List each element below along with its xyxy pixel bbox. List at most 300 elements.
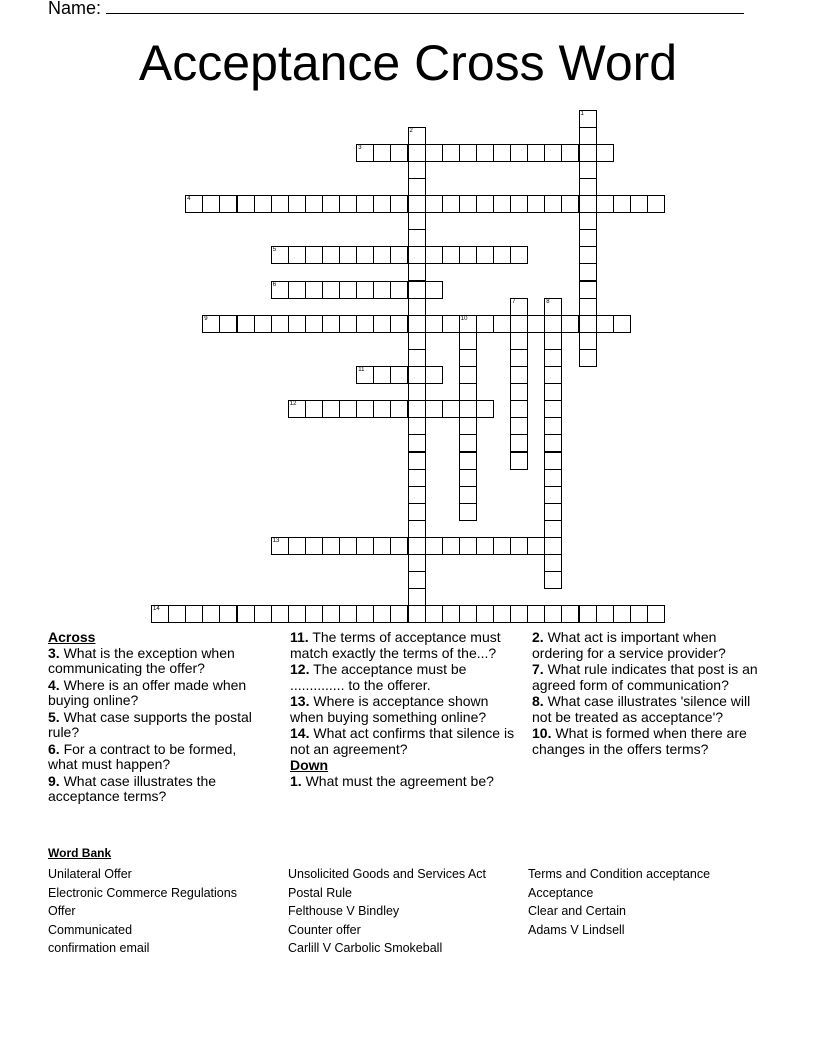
word-bank-title: Word Bank [48, 846, 112, 860]
clue-number: 3. [48, 644, 60, 661]
grid-cell[interactable] [185, 195, 203, 213]
clues-column-3 [532, 630, 760, 758]
grid-cell[interactable] [288, 400, 306, 418]
grid-cell[interactable] [527, 537, 545, 555]
clue-text: What case supports the postal rule? [48, 708, 252, 740]
clue-number: 1. [290, 772, 302, 789]
word-bank-item: confirmation email [48, 941, 150, 956]
grid-cell[interactable] [408, 178, 426, 196]
grid-cell[interactable] [544, 554, 562, 572]
clue-number: 14. [290, 725, 310, 741]
grid-cell[interactable] [408, 605, 426, 623]
clue [532, 630, 760, 661]
clue-number: 5. [48, 708, 60, 725]
grid-cell[interactable] [476, 400, 494, 418]
grid-cell[interactable] [647, 195, 665, 213]
grid-cell[interactable] [356, 144, 374, 162]
grid-cell[interactable] [288, 537, 306, 555]
grid-cell[interactable] [442, 537, 460, 555]
grid-cell[interactable] [408, 434, 426, 452]
clue-text: What is formed when there are changes in the offers terms? [532, 725, 747, 757]
grid-cell[interactable] [442, 400, 460, 418]
grid-cell[interactable] [425, 246, 443, 264]
grid-cell[interactable] [493, 537, 511, 555]
grid-cell[interactable] [390, 537, 408, 555]
grid-cell[interactable] [288, 315, 306, 333]
grid-cell[interactable] [544, 417, 562, 435]
grid-cell[interactable] [408, 161, 426, 179]
grid-cell[interactable] [408, 588, 426, 606]
grid-cell[interactable] [237, 605, 255, 623]
grid-cell[interactable] [202, 195, 220, 213]
clue [48, 774, 266, 805]
cell-number: 3 [358, 144, 362, 151]
grid-cell[interactable] [408, 383, 426, 401]
grid-cell[interactable] [408, 298, 426, 316]
clues-column-1 [48, 630, 266, 806]
grid-cell[interactable] [373, 366, 391, 384]
grid-cell[interactable] [339, 605, 357, 623]
grid-cell[interactable] [408, 537, 426, 555]
grid-cell[interactable] [459, 383, 477, 401]
grid-cell[interactable] [613, 315, 631, 333]
clue-text: What act confirms that silence is not an agreement? [290, 725, 515, 757]
word-bank-item: Clear and Certain [528, 904, 626, 919]
cell-number: 12 [289, 401, 297, 408]
cell-number: 14 [153, 606, 160, 613]
grid-cell[interactable] [339, 195, 357, 213]
grid-cell[interactable] [459, 452, 477, 470]
grid-cell[interactable] [408, 417, 426, 435]
grid-cell[interactable] [579, 161, 597, 179]
grid-cell[interactable] [647, 605, 665, 623]
grid-cell[interactable] [510, 452, 528, 470]
grid-cell[interactable] [288, 605, 306, 623]
word-bank-item: Postal Rule [288, 885, 352, 900]
grid-cell[interactable] [356, 315, 374, 333]
clue-text: Where is acceptance shown when buying something online? [290, 693, 489, 725]
grid-cell[interactable] [322, 605, 340, 623]
clue-text: What case illustrates the acceptance terms? [48, 772, 217, 804]
grid-cell[interactable] [527, 315, 545, 333]
grid-cell[interactable] [288, 195, 306, 213]
grid-cell[interactable] [425, 400, 443, 418]
grid-cell[interactable] [544, 349, 562, 367]
grid-cell[interactable] [561, 605, 579, 623]
grid-cell[interactable] [237, 315, 255, 333]
grid-cell[interactable] [510, 298, 528, 316]
grid-cell[interactable] [271, 537, 289, 555]
clue-number: 7. [532, 661, 544, 677]
grid-cell[interactable] [305, 400, 323, 418]
grid-cell[interactable] [390, 144, 408, 162]
clue-text: What act is important when ordering for a service provider? [532, 629, 726, 661]
grid-cell[interactable] [459, 195, 477, 213]
grid-cell[interactable] [493, 246, 511, 264]
grid-cell[interactable] [408, 366, 426, 384]
cell-number: 2 [409, 127, 413, 134]
grid-cell[interactable] [408, 520, 426, 538]
cell-number: 4 [187, 196, 191, 202]
grid-cell[interactable] [305, 537, 323, 555]
grid-cell[interactable] [237, 195, 255, 213]
grid-cell[interactable] [493, 195, 511, 213]
grid-cell[interactable] [459, 469, 477, 487]
grid-cell[interactable] [561, 144, 579, 162]
clue [290, 630, 516, 661]
clue-number: 11. [290, 629, 309, 645]
grid-cell[interactable] [322, 537, 340, 555]
grid-cell[interactable] [579, 178, 597, 196]
grid-cell[interactable] [459, 315, 477, 333]
grid-cell[interactable] [544, 537, 562, 555]
clue-number: 2. [532, 629, 544, 645]
cell-number: 9 [204, 315, 208, 322]
grid-cell[interactable] [493, 144, 511, 162]
grid-cell[interactable] [510, 537, 528, 555]
grid-cell[interactable] [425, 195, 443, 213]
grid-cell[interactable] [476, 537, 494, 555]
grid-cell[interactable] [390, 315, 408, 333]
grid-cell[interactable] [305, 281, 323, 299]
word-bank-column-3 [528, 865, 710, 939]
grid-cell[interactable] [288, 281, 306, 299]
clue-text: The acceptance must be .............. to the offerer. [290, 661, 467, 693]
grid-cell[interactable] [613, 605, 631, 623]
grid-cell[interactable] [373, 195, 391, 213]
grid-cell[interactable] [425, 537, 443, 555]
clue [290, 694, 516, 725]
grid-cell[interactable] [459, 144, 477, 162]
grid-cell[interactable] [459, 400, 477, 418]
grid-cell[interactable] [561, 195, 579, 213]
grid-cell[interactable] [442, 195, 460, 213]
grid-cell[interactable] [579, 315, 597, 333]
grid-cell[interactable] [425, 144, 443, 162]
clue [290, 662, 516, 693]
grid-cell[interactable] [356, 400, 374, 418]
grid-cell[interactable] [510, 383, 528, 401]
word-bank-item: Communicated [48, 922, 133, 937]
grid-cell[interactable] [390, 195, 408, 213]
clue [48, 742, 266, 773]
grid-cell[interactable] [544, 469, 562, 487]
grid-cell[interactable] [579, 110, 597, 128]
clue-text: What is the exception when communicating the offer? [48, 644, 235, 676]
grid-cell[interactable] [322, 400, 340, 418]
grid-cell[interactable] [408, 127, 426, 145]
grid-cell[interactable] [544, 332, 562, 350]
word-bank-item: Unilateral Offer [48, 867, 132, 881]
cell-number: 8 [546, 298, 550, 305]
grid-cell[interactable] [579, 332, 597, 350]
grid-cell[interactable] [356, 195, 374, 213]
grid-cell[interactable] [202, 605, 220, 623]
grid-cell[interactable] [373, 605, 391, 623]
word-bank-item: Felthouse V Bindley [288, 904, 400, 919]
grid-cell[interactable] [373, 537, 391, 555]
grid-cell[interactable] [408, 486, 426, 504]
grid-cell[interactable] [544, 315, 562, 333]
word-bank-item: Electronic Commerce Regulations [48, 885, 237, 900]
cell-number: 1 [580, 110, 584, 117]
grid-cell[interactable] [579, 298, 597, 316]
grid-cell[interactable] [459, 349, 477, 367]
grid-cell[interactable] [544, 452, 562, 470]
grid-cell[interactable] [356, 281, 374, 299]
grid-cell[interactable] [356, 246, 374, 264]
grid-cell[interactable] [408, 554, 426, 572]
grid-cell[interactable] [373, 281, 391, 299]
grid-cell[interactable] [613, 195, 631, 213]
grid-cell[interactable] [305, 315, 323, 333]
grid-cell[interactable] [544, 486, 562, 504]
grid-cell[interactable] [408, 195, 426, 213]
grid-cell[interactable] [356, 605, 374, 623]
grid-cell[interactable] [544, 298, 562, 316]
grid-cell[interactable] [476, 605, 494, 623]
page-title: Acceptance Cross Word [138, 35, 678, 91]
grid-cell[interactable] [271, 605, 289, 623]
grid-cell[interactable] [322, 246, 340, 264]
grid-cell[interactable] [408, 229, 426, 247]
grid-cell[interactable] [373, 144, 391, 162]
grid-cell[interactable] [476, 246, 494, 264]
grid-cell[interactable] [579, 127, 597, 145]
clue-text: What case illustrates 'silence will not be treated as acceptance'? [532, 693, 751, 725]
grid-cell[interactable] [390, 605, 408, 623]
grid-cell[interactable] [408, 246, 426, 264]
grid-cell[interactable] [408, 281, 426, 299]
grid-cell[interactable] [408, 349, 426, 367]
grid-cell[interactable] [527, 605, 545, 623]
grid-cell[interactable] [544, 571, 562, 589]
clue-text: What rule indicates that post is an agreed form of communication? [532, 661, 758, 693]
grid-cell[interactable] [596, 315, 614, 333]
grid-cell[interactable] [408, 332, 426, 350]
grid-cell[interactable] [630, 195, 648, 213]
grid-cell[interactable] [510, 417, 528, 435]
clue [290, 726, 516, 757]
grid-cell[interactable] [493, 315, 511, 333]
grid-cell[interactable] [254, 315, 272, 333]
grid-cell[interactable] [271, 195, 289, 213]
grid-cell[interactable] [254, 605, 272, 623]
grid-cell[interactable] [579, 281, 597, 299]
grid-cell[interactable] [356, 537, 374, 555]
grid-cell[interactable] [510, 144, 528, 162]
grid-cell[interactable] [202, 315, 220, 333]
grid-cell[interactable] [476, 315, 494, 333]
grid-cell[interactable] [544, 503, 562, 521]
name-label: Name: [48, 0, 102, 18]
clue [48, 646, 266, 677]
clue-text: The terms of acceptance must match exactly the terms of the...? [290, 629, 501, 661]
clues-column-2 [290, 630, 516, 790]
grid-cell[interactable] [579, 349, 597, 367]
grid-cell[interactable] [390, 281, 408, 299]
clue [48, 678, 266, 709]
grid-cell[interactable] [510, 400, 528, 418]
grid-cell[interactable] [390, 400, 408, 418]
word-bank-column-2 [288, 865, 486, 958]
grid-cell[interactable] [459, 366, 477, 384]
grid-cell[interactable] [339, 537, 357, 555]
word-bank-item: Carlill V Carbolic Smokeball [288, 941, 443, 956]
clue-number: 4. [48, 676, 60, 693]
grid-cell[interactable] [579, 229, 597, 247]
grid-cell[interactable] [442, 605, 460, 623]
word-bank-column-1 [48, 865, 237, 958]
grid-cell[interactable] [390, 366, 408, 384]
grid-cell[interactable] [510, 366, 528, 384]
grid-cell[interactable] [322, 315, 340, 333]
grid-cell[interactable] [459, 486, 477, 504]
clue-number: 9. [48, 772, 60, 789]
grid-cell[interactable] [168, 605, 186, 623]
down-header: Down [290, 757, 329, 773]
grid-cell[interactable] [185, 605, 203, 623]
grid-cell[interactable] [579, 212, 597, 230]
clue [532, 694, 760, 725]
grid-cell[interactable] [459, 537, 477, 555]
word-bank-item: Unsolicited Goods and Services Act [288, 867, 487, 881]
grid-cell[interactable] [579, 263, 597, 281]
grid-cell[interactable] [544, 366, 562, 384]
grid-cell[interactable] [476, 144, 494, 162]
grid-cell[interactable] [459, 246, 477, 264]
grid-cell[interactable] [425, 366, 443, 384]
grid-cell[interactable] [476, 195, 494, 213]
grid-cell[interactable] [510, 332, 528, 350]
grid-cell[interactable] [425, 605, 443, 623]
word-bank-item: Counter offer [288, 922, 361, 937]
grid-cell[interactable] [322, 281, 340, 299]
clue-number: 10. [532, 725, 552, 741]
grid-cell[interactable] [151, 605, 169, 623]
clue [48, 710, 266, 741]
grid-cell[interactable] [339, 246, 357, 264]
grid-cell[interactable] [544, 383, 562, 401]
grid-cell[interactable] [339, 281, 357, 299]
grid-cell[interactable] [544, 605, 562, 623]
grid-cell[interactable] [442, 315, 460, 333]
grid-cell[interactable] [425, 315, 443, 333]
grid-cell[interactable] [544, 400, 562, 418]
grid-cell[interactable] [408, 503, 426, 521]
grid-cell[interactable] [493, 605, 511, 623]
grid-cell[interactable] [408, 144, 426, 162]
grid-cell[interactable] [305, 605, 323, 623]
grid-cell[interactable] [596, 605, 614, 623]
grid-cell[interactable] [510, 349, 528, 367]
grid-cell[interactable] [459, 605, 477, 623]
grid-cell[interactable] [271, 246, 289, 264]
grid-cell[interactable] [510, 434, 528, 452]
clue-number: 12. [290, 661, 310, 677]
grid-cell[interactable] [408, 315, 426, 333]
grid-cell[interactable] [254, 195, 272, 213]
cell-number: 6 [272, 281, 277, 288]
word-bank-item: Offer [48, 904, 76, 919]
grid-cell[interactable] [373, 246, 391, 264]
clue-text: What must the agreement be? [301, 772, 494, 789]
grid-cell[interactable] [339, 400, 357, 418]
grid-cell[interactable] [373, 315, 391, 333]
grid-cell[interactable] [442, 246, 460, 264]
grid-cell[interactable] [288, 246, 306, 264]
grid-cell[interactable] [271, 315, 289, 333]
cell-number: 5 [272, 247, 277, 254]
grid-cell[interactable] [544, 144, 562, 162]
grid-cell[interactable] [596, 195, 614, 213]
clue [290, 774, 516, 790]
cell-number: 10 [460, 315, 468, 322]
clue-number: 13. [290, 693, 310, 709]
grid-cell[interactable] [408, 571, 426, 589]
grid-cell[interactable] [510, 315, 528, 333]
grid-cell[interactable] [510, 605, 528, 623]
grid-cell[interactable] [527, 195, 545, 213]
grid-cell[interactable] [219, 605, 237, 623]
grid-cell[interactable] [425, 281, 443, 299]
grid-cell[interactable] [271, 281, 289, 299]
word-bank-item: Acceptance [528, 885, 594, 900]
clue [532, 662, 760, 693]
grid-cell[interactable] [561, 315, 579, 333]
grid-cell[interactable] [527, 144, 545, 162]
grid-cell[interactable] [459, 332, 477, 350]
grid-cell[interactable] [544, 195, 562, 213]
word-bank-item: Adams V Lindsell [528, 922, 625, 937]
grid-cell[interactable] [579, 144, 597, 162]
grid-cell[interactable] [442, 144, 460, 162]
across-header: Across [48, 629, 96, 645]
grid-cell[interactable] [408, 263, 426, 281]
grid-cell[interactable] [579, 195, 597, 213]
grid-cell[interactable] [219, 195, 237, 213]
grid-cell[interactable] [544, 434, 562, 452]
grid-cell[interactable] [322, 195, 340, 213]
grid-cell[interactable] [459, 503, 477, 521]
grid-cell[interactable] [459, 417, 477, 435]
grid-cell[interactable] [356, 366, 374, 384]
cell-number: 13 [272, 538, 280, 544]
grid-cell[interactable] [408, 400, 426, 418]
clue-number: 8. [532, 693, 544, 709]
grid-cell[interactable] [579, 246, 597, 264]
grid-cell[interactable] [305, 246, 323, 264]
grid-cell[interactable] [408, 212, 426, 230]
grid-cell[interactable] [408, 469, 426, 487]
grid-cell[interactable] [579, 605, 597, 623]
grid-cell[interactable] [339, 315, 357, 333]
grid-cell[interactable] [510, 246, 528, 264]
clue-text: Where is an offer made when buying online? [48, 676, 247, 708]
grid-cell[interactable] [596, 144, 614, 162]
grid-cell[interactable] [305, 195, 323, 213]
cell-number: 11 [358, 367, 365, 373]
grid-cell[interactable] [390, 246, 408, 264]
grid-cell[interactable] [373, 400, 391, 418]
grid-cell[interactable] [544, 520, 562, 538]
clue [532, 726, 760, 757]
grid-cell[interactable] [219, 315, 237, 333]
grid-cell[interactable] [510, 195, 528, 213]
grid-cell[interactable] [459, 434, 477, 452]
grid-cell[interactable] [630, 605, 648, 623]
grid-cell[interactable] [408, 452, 426, 470]
